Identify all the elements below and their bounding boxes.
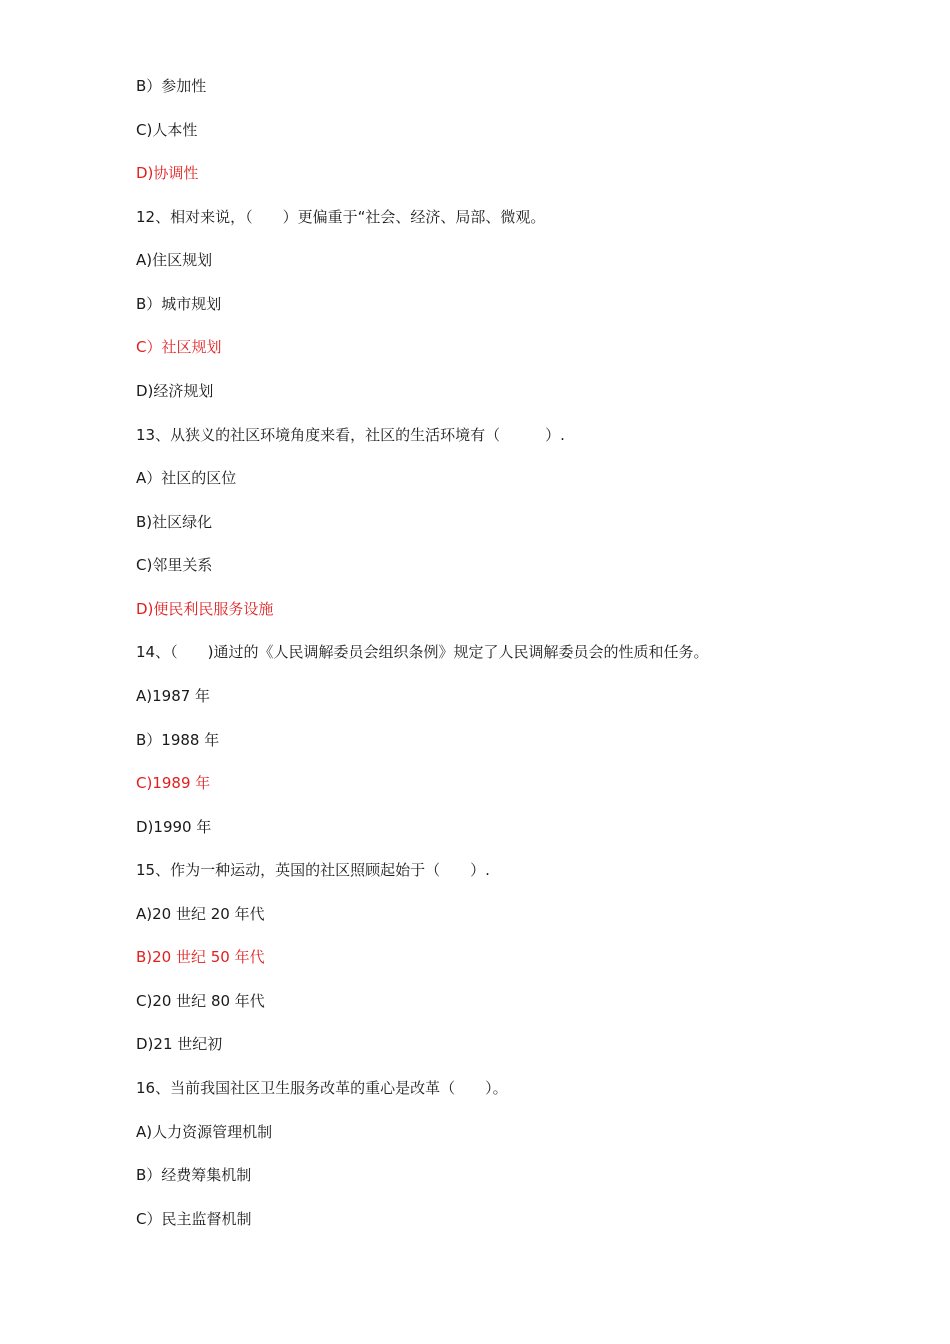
option-15-b-answer: B)20 世纪 50 年代 — [136, 948, 265, 966]
question-15: 15、作为一种运动，英国的社区照顾起始于（ ）. — [136, 861, 490, 879]
option-15-c: C)20 世纪 80 年代 — [136, 992, 265, 1010]
option-15-d: D)21 世纪初 — [136, 1035, 223, 1053]
option-11-b: B）参加性 — [136, 77, 207, 95]
option-11-c: C)人本性 — [136, 121, 198, 139]
option-16-a: A)人力资源管理机制 — [136, 1123, 273, 1141]
question-12: 12、相对来说，（ ）更偏重于“社会、经济、局部、微观。 — [136, 208, 546, 226]
option-13-c: C)邻里关系 — [136, 556, 213, 574]
option-12-d: D)经济规划 — [136, 382, 214, 400]
option-14-c-answer: C)1989 年 — [136, 774, 211, 792]
question-16: 16、当前我国社区卫生服务改革的重心是改革（ ）。 — [136, 1079, 508, 1097]
option-12-b: B）城市规划 — [136, 295, 222, 313]
option-16-c: C）民主监督机制 — [136, 1210, 252, 1228]
option-13-d-answer: D)便民利民服务设施 — [136, 600, 274, 618]
option-15-a: A)20 世纪 20 年代 — [136, 905, 265, 923]
option-12-a: A)住区规划 — [136, 251, 213, 269]
question-14: 14、（ )通过的《人民调解委员会组织条例》规定了人民调解委员会的性质和任务。 — [136, 643, 709, 661]
question-13: 13、从狭义的社区环境角度来看，社区的生活环境有（ ）. — [136, 426, 565, 444]
option-14-b: B）1988 年 — [136, 731, 220, 749]
option-11-d-answer: D)协调性 — [136, 164, 199, 182]
option-13-b: B)社区绿化 — [136, 513, 213, 531]
option-12-c-answer: C）社区规划 — [136, 338, 222, 356]
option-13-a: A）社区的区位 — [136, 469, 237, 487]
option-14-a: A)1987 年 — [136, 687, 211, 705]
option-16-b: B）经费筹集机制 — [136, 1166, 252, 1184]
option-14-d: D)1990 年 — [136, 818, 212, 836]
